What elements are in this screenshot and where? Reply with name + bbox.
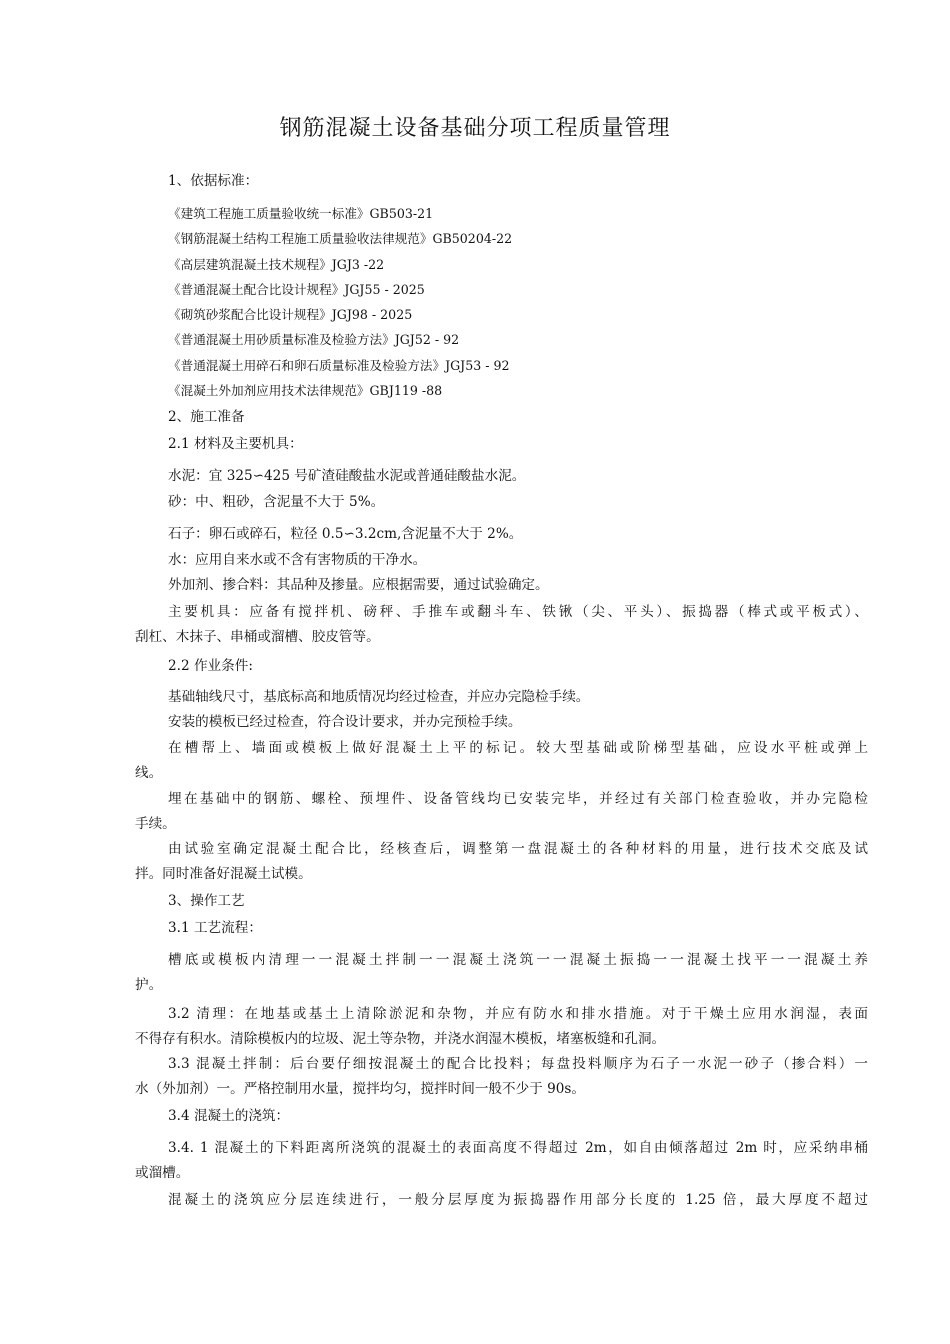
standard-item: 《普通混凝土配合比设计规程》JGJ55 - 2025 bbox=[168, 282, 425, 297]
standard-item: 《普通混凝土用碎石和卵石质量标准及检验方法》JGJ53 - 92 bbox=[168, 358, 510, 373]
tools-text: 主要机具：应备有搅拌机、磅秤、手推车或翻斗车、铁锹（尖、平头）、振捣器（棒式或平板式）、 bbox=[168, 604, 868, 620]
material-stone: 石子：卵石或碎石，粒径 0.5∽3.2cm,含泥量不大于 2%。 bbox=[168, 526, 523, 542]
pouring-text-continued: 或溜槽。 bbox=[135, 1165, 190, 1181]
cleaning-text: 3.2 清理：在地基或基土上清除淤泥和杂物，并应有防水和排水措施。对于干燥土应用水润湿，表面 bbox=[168, 1006, 868, 1022]
standard-item: 《钢筋混凝土结构工程施工质量验收法律规范》GB50204-22 bbox=[168, 231, 513, 246]
material-cement: 水泥：宜 325∽425 号矿渣硅酸盐水泥或普通硅酸盐水泥。 bbox=[168, 468, 526, 484]
standard-item: 《普通混凝土用砂质量标准及检验方法》JGJ52 - 92 bbox=[168, 332, 460, 347]
section-3-1-heading: 3.1 工艺流程： bbox=[168, 920, 262, 936]
mixing-text: 3.3 混凝土拌制：后台要仔细按混凝土的配合比投料；每盘投料顺序为石子一水泥一砂子（掺合料）一 bbox=[168, 1056, 868, 1072]
section-2-1-heading: 2.1 材料及主要机具： bbox=[168, 436, 303, 452]
condition-item-continued: 手续。 bbox=[135, 816, 176, 832]
section-2-heading: 2、施工准备 bbox=[168, 409, 245, 425]
section-1-heading: 1、依据标准： bbox=[168, 173, 259, 189]
condition-item: 埋在基础中的钢筋、螺栓、预埋件、设备管线均已安装完毕，并经过有关部门检查验收，并办完隐检 bbox=[168, 791, 868, 807]
page-title: 钢筋混凝土设备基础分项工程质量管理 bbox=[279, 116, 671, 141]
process-flow-continued: 护。 bbox=[135, 977, 163, 993]
standard-item: 《建筑工程施工质量验收统一标准》GB503-21 bbox=[168, 206, 434, 221]
process-flow: 槽底或模板内清理一一混凝土拌制一一混凝土浇筑一一混凝土振捣一一混凝土找平一一混凝土养 bbox=[168, 952, 868, 968]
standard-item: 《混凝土外加剂应用技术法律规范》GBJ119 -88 bbox=[168, 383, 443, 398]
material-sand: 砂：中、粗砂，含泥量不大于 5%。 bbox=[168, 494, 385, 510]
condition-item-continued: 拌。同时准备好混凝土试模。 bbox=[135, 866, 312, 882]
condition-item: 安装的模板已经过检查，符合设计要求，并办完预检手续。 bbox=[168, 714, 522, 730]
condition-item: 基础轴线尺寸，基底标高和地质情况均经过检查，并应办完隐检手续。 bbox=[168, 689, 590, 705]
section-2-2-heading: 2.2 作业条件: bbox=[168, 658, 253, 674]
standard-item: 《高层建筑混凝土技术规程》JGJ3 -22 bbox=[168, 257, 385, 272]
section-3-heading: 3、操作工艺 bbox=[168, 893, 245, 909]
material-water: 水：应用自来水或不含有害物质的干净水。 bbox=[168, 552, 427, 568]
mixing-text-continued: 水（外加剂）一。严格控制用水量，搅拌均匀，搅拌时间一般不少于 90s。 bbox=[135, 1081, 585, 1097]
condition-item: 由试验室确定混凝土配合比，经核查后，调整第一盘混凝土的各种材料的用量，进行技术交底及试 bbox=[168, 841, 868, 857]
standard-item: 《砌筑砂浆配合比设计规程》JGJ98 - 2025 bbox=[168, 307, 413, 322]
section-3-4-heading: 3.4 混凝土的浇筑： bbox=[168, 1108, 290, 1124]
cleaning-text-continued: 不得存有积水。清除模板内的垃圾、泥土等杂物，并浇水润湿木模板，堵塞板缝和孔洞。 bbox=[135, 1031, 666, 1047]
pouring-text: 3.4. 1 混凝土的下料距离所浇筑的混凝土的表面高度不得超过 2m，如自由倾落超过 2m 时，应采纳串桶 bbox=[168, 1140, 868, 1156]
tools-text-continued: 刮杠、木抹子、串桶或溜槽、胶皮管等。 bbox=[135, 629, 380, 645]
condition-item-continued: 线。 bbox=[135, 765, 163, 781]
material-admixture: 外加剂、掺合料：其品种及掺量。应根据需要，通过试验确定。 bbox=[168, 577, 549, 593]
layering-text: 混凝土的浇筑应分层连续进行，一般分层厚度为振捣器作用部分长度的 1.25 倍，最大厚度不超过 bbox=[168, 1192, 868, 1208]
condition-item: 在槽帮上、墙面或模板上做好混凝土上平的标记。较大型基础或阶梯型基础，应设水平桩或弹上 bbox=[168, 740, 868, 756]
